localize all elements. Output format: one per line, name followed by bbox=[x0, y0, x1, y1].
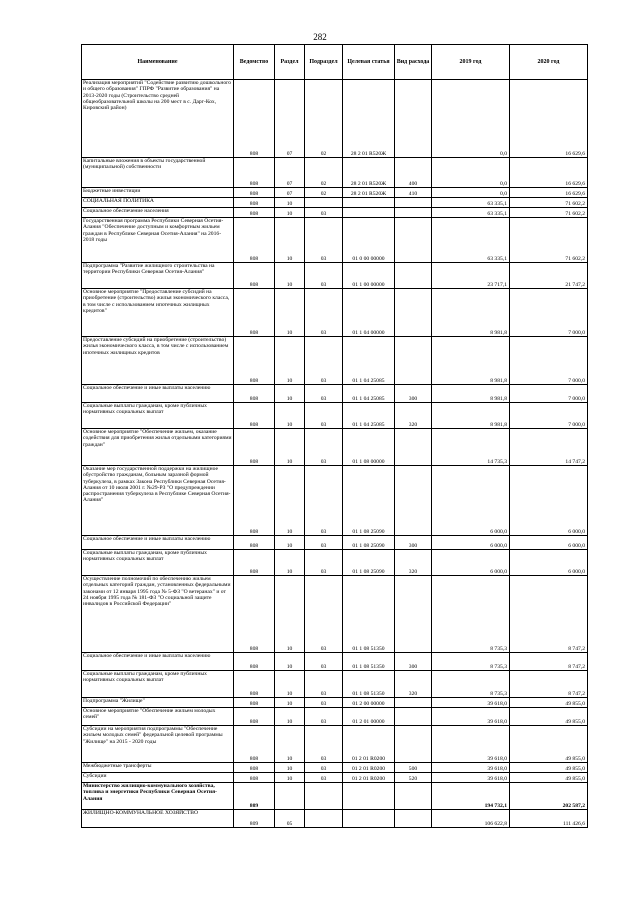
cell-name: Социальное обеспечение и иные выплаты населению bbox=[82, 536, 234, 550]
cell-2019: 194 732,1 bbox=[432, 783, 510, 810]
cell-target: 01 1 08 51350 bbox=[343, 671, 395, 698]
cell-section: 10 bbox=[275, 773, 305, 783]
cell-exptype bbox=[395, 576, 432, 653]
cell-dept: 808 bbox=[234, 763, 275, 773]
cell-name: Реализация мероприятий "Содействие развитию дошкольного и общего образования" ГПРФ "Развитие образования" на 2013-2020 годы (Строительство средней общеобразовательной школы на 200 мест в с. Дарг-Кох, Кировский район) bbox=[82, 80, 234, 158]
cell-dept: 808 bbox=[234, 188, 275, 198]
cell-subsection bbox=[305, 783, 343, 810]
cell-name: Социальное обеспечение и иные выплаты населению bbox=[82, 385, 234, 403]
cell-name: Государственная программа Республики Северная Осетия-Алания "Обеспечение доступным и комфортным жильем граждан в Республике Северная Осетия-Алания" на 2016-2018 годы bbox=[82, 218, 234, 263]
cell-section: 10 bbox=[275, 198, 305, 208]
cell-2020: 49 855,0 bbox=[510, 708, 588, 726]
cell-dept: 809 bbox=[234, 783, 275, 810]
cell-dept: 808 bbox=[234, 403, 275, 429]
cell-section: 10 bbox=[275, 576, 305, 653]
cell-section: 10 bbox=[275, 653, 305, 671]
cell-section: 10 bbox=[275, 708, 305, 726]
table-row bbox=[82, 726, 588, 763]
cell-section: 10 bbox=[275, 208, 305, 218]
cell-target bbox=[343, 198, 395, 208]
table-row bbox=[82, 403, 588, 429]
cell-2020: 111 426,6 bbox=[510, 810, 588, 828]
cell-dept: 808 bbox=[234, 773, 275, 783]
cell-dept: 808 bbox=[234, 218, 275, 263]
table-row bbox=[82, 698, 588, 708]
header-dept: Ведомство bbox=[234, 45, 275, 80]
cell-subsection: 03 bbox=[305, 550, 343, 576]
cell-2020: 8 747,2 bbox=[510, 671, 588, 698]
cell-2019: 8 981,8 bbox=[432, 403, 510, 429]
cell-subsection: 03 bbox=[305, 263, 343, 289]
cell-2020: 6 000,0 bbox=[510, 536, 588, 550]
cell-name: Подпрограмма "Жилище" bbox=[82, 698, 234, 708]
cell-target: 01 1 08 25090 bbox=[343, 536, 395, 550]
cell-section: 10 bbox=[275, 403, 305, 429]
cell-section: 07 bbox=[275, 188, 305, 198]
table-row bbox=[82, 289, 588, 337]
cell-2020: 7 000,0 bbox=[510, 403, 588, 429]
cell-2019: 8 981,8 bbox=[432, 385, 510, 403]
cell-exptype bbox=[395, 429, 432, 466]
cell-2019: 0,0 bbox=[432, 188, 510, 198]
cell-exptype bbox=[395, 208, 432, 218]
cell-dept: 808 bbox=[234, 385, 275, 403]
cell-target: 01 1 08 25090 bbox=[343, 550, 395, 576]
cell-target: 01 1 08 51350 bbox=[343, 576, 395, 653]
cell-target: 28 2 01 R520Ж bbox=[343, 158, 395, 188]
table-row bbox=[82, 708, 588, 726]
cell-exptype bbox=[395, 708, 432, 726]
cell-section: 05 bbox=[275, 810, 305, 828]
cell-subsection: 02 bbox=[305, 80, 343, 158]
cell-subsection: 03 bbox=[305, 726, 343, 763]
cell-exptype bbox=[395, 726, 432, 763]
cell-2019: 39 618,0 bbox=[432, 763, 510, 773]
cell-section: 10 bbox=[275, 218, 305, 263]
cell-2020: 16 629,6 bbox=[510, 158, 588, 188]
budget-table bbox=[81, 44, 588, 828]
cell-target: 01 1 08 51350 bbox=[343, 653, 395, 671]
cell-exptype bbox=[395, 263, 432, 289]
cell-2019: 39 618,0 bbox=[432, 773, 510, 783]
cell-2020: 16 629,6 bbox=[510, 80, 588, 158]
cell-target: 01 2 01 00000 bbox=[343, 708, 395, 726]
cell-target: 01 2 01 R0200 bbox=[343, 773, 395, 783]
cell-target: 01 1 04 00000 bbox=[343, 289, 395, 337]
cell-target: 01 1 00 00000 bbox=[343, 263, 395, 289]
cell-name: Осуществление полномочий по обеспечению жильем отдельных категорий граждан, установленных федеральными законами от 12 января 1995 года № 5-ФЗ "О ветеранах" и от 24 ноября 1995 года № 181-ФЗ "О социальной защите инвалидов в Российской Федерации" bbox=[82, 576, 234, 653]
cell-exptype: 520 bbox=[395, 773, 432, 783]
cell-subsection: 03 bbox=[305, 653, 343, 671]
cell-name: Предоставление субсидий на приобретение (строительство) жилья экономического класса, в том числе с использованием ипотечных жилищных кредитов bbox=[82, 337, 234, 385]
cell-exptype: 320 bbox=[395, 671, 432, 698]
cell-section: 10 bbox=[275, 763, 305, 773]
cell-dept: 808 bbox=[234, 208, 275, 218]
cell-exptype bbox=[395, 337, 432, 385]
cell-section: 07 bbox=[275, 80, 305, 158]
cell-subsection bbox=[305, 198, 343, 208]
cell-subsection: 03 bbox=[305, 208, 343, 218]
cell-2019: 0,0 bbox=[432, 158, 510, 188]
table-row bbox=[82, 263, 588, 289]
cell-2019: 106 622,8 bbox=[432, 810, 510, 828]
cell-name: Субсидии bbox=[82, 773, 234, 783]
cell-2020: 6 000,0 bbox=[510, 466, 588, 536]
cell-target bbox=[343, 208, 395, 218]
cell-subsection: 03 bbox=[305, 385, 343, 403]
cell-2020: 7 000,0 bbox=[510, 289, 588, 337]
cell-2019: 6 000,0 bbox=[432, 536, 510, 550]
cell-2019: 23 717,1 bbox=[432, 263, 510, 289]
cell-exptype: 400 bbox=[395, 158, 432, 188]
cell-name: Основное мероприятие "Обеспечение жильем молодых семей" bbox=[82, 708, 234, 726]
cell-2019: 63 335,1 bbox=[432, 218, 510, 263]
cell-target: 28 2 01 R520Ж bbox=[343, 80, 395, 158]
table-row bbox=[82, 783, 588, 810]
cell-subsection: 03 bbox=[305, 403, 343, 429]
cell-target: 01 1 08 00000 bbox=[343, 429, 395, 466]
cell-2020: 8 747,2 bbox=[510, 653, 588, 671]
cell-exptype bbox=[395, 289, 432, 337]
cell-name: Межбюджетные трансферты bbox=[82, 763, 234, 773]
cell-exptype bbox=[395, 80, 432, 158]
cell-2020: 71 602,2 bbox=[510, 208, 588, 218]
cell-subsection: 03 bbox=[305, 466, 343, 536]
cell-section: 10 bbox=[275, 385, 305, 403]
cell-exptype: 500 bbox=[395, 763, 432, 773]
table-row bbox=[82, 208, 588, 218]
cell-2020: 6 000,0 bbox=[510, 550, 588, 576]
cell-exptype bbox=[395, 218, 432, 263]
cell-2019: 6 000,0 bbox=[432, 550, 510, 576]
cell-2020: 49 855,0 bbox=[510, 698, 588, 708]
cell-2019: 14 735,3 bbox=[432, 429, 510, 466]
cell-2019: 8 981,8 bbox=[432, 289, 510, 337]
cell-name: Министерство жилищно-коммунального хозяйства, топлива и энергетики Республики Северная Осетия-Алания bbox=[82, 783, 234, 810]
cell-2019: 6 000,0 bbox=[432, 466, 510, 536]
cell-exptype: 410 bbox=[395, 188, 432, 198]
cell-2019: 8 735,3 bbox=[432, 671, 510, 698]
cell-target: 01 2 01 R0200 bbox=[343, 763, 395, 773]
cell-2020: 8 747,2 bbox=[510, 576, 588, 653]
page-number: 282 bbox=[313, 32, 327, 42]
cell-exptype bbox=[395, 783, 432, 810]
cell-name: Бюджетные инвестиции bbox=[82, 188, 234, 198]
cell-exptype: 320 bbox=[395, 403, 432, 429]
cell-target bbox=[343, 810, 395, 828]
cell-name: Оказание мер государственной поддержки на жилищное обустройство гражданам, больным заразной формой туберкулеза, в рамках Закона Республики Северная Осетия-Алания от 10 июля 2001 г. №29-РЗ "О предупреждении распространения туберкулеза в Республике Северная Осетия-Алания" bbox=[82, 466, 234, 536]
header-row bbox=[82, 45, 588, 80]
cell-target: 01 0 00 00000 bbox=[343, 218, 395, 263]
cell-2019: 63 335,1 bbox=[432, 208, 510, 218]
table-row bbox=[82, 158, 588, 188]
cell-section: 10 bbox=[275, 429, 305, 466]
cell-2020: 71 602,2 bbox=[510, 198, 588, 208]
table-row bbox=[82, 763, 588, 773]
cell-dept: 808 bbox=[234, 198, 275, 208]
cell-name: Подпрограмма "Развитие жилищного строительства на территории Республики Северная Осетия-Алания" bbox=[82, 263, 234, 289]
table-row bbox=[82, 810, 588, 828]
cell-2019: 39 618,0 bbox=[432, 698, 510, 708]
cell-target: 01 1 08 25090 bbox=[343, 466, 395, 536]
cell-2020: 49 855,0 bbox=[510, 726, 588, 763]
cell-name: Основное мероприятие "Предоставление субсидий на приобретение (строительство) жилья экономического класса, в том числе с использованием ипотечных жилищных кредитов" bbox=[82, 289, 234, 337]
cell-dept: 808 bbox=[234, 726, 275, 763]
cell-section: 10 bbox=[275, 466, 305, 536]
cell-name: Капитальные вложения в объекты государственной (муниципальной) собственности bbox=[82, 158, 234, 188]
cell-target: 01 2 01 R0200 bbox=[343, 726, 395, 763]
cell-subsection: 03 bbox=[305, 429, 343, 466]
header-target: Целевая статья bbox=[343, 45, 395, 80]
cell-subsection: 02 bbox=[305, 188, 343, 198]
cell-section: 10 bbox=[275, 726, 305, 763]
cell-2020: 202 587,2 bbox=[510, 783, 588, 810]
cell-subsection: 03 bbox=[305, 576, 343, 653]
cell-dept: 808 bbox=[234, 429, 275, 466]
header-2020: 2020 год bbox=[510, 45, 588, 80]
cell-subsection: 03 bbox=[305, 708, 343, 726]
cell-dept: 808 bbox=[234, 466, 275, 536]
cell-name: Субсидии на мероприятия подпрограммы "Обеспечение жильем молодых семей" федеральной целевой программы "Жилище" на 2015 - 2020 годы bbox=[82, 726, 234, 763]
cell-2020: 14 747,2 bbox=[510, 429, 588, 466]
cell-exptype bbox=[395, 198, 432, 208]
cell-subsection: 03 bbox=[305, 698, 343, 708]
cell-subsection: 03 bbox=[305, 536, 343, 550]
cell-dept: 808 bbox=[234, 536, 275, 550]
cell-section: 10 bbox=[275, 337, 305, 385]
cell-dept: 808 bbox=[234, 158, 275, 188]
table-row bbox=[82, 536, 588, 550]
cell-dept: 808 bbox=[234, 708, 275, 726]
cell-section: 10 bbox=[275, 289, 305, 337]
cell-2020: 7 000,0 bbox=[510, 385, 588, 403]
cell-target: 28 2 01 R520Ж bbox=[343, 188, 395, 198]
cell-name: СОЦИАЛЬНАЯ ПОЛИТИКА bbox=[82, 198, 234, 208]
cell-dept: 808 bbox=[234, 80, 275, 158]
cell-section: 07 bbox=[275, 158, 305, 188]
cell-name: Социальное обеспечение и иные выплаты населению bbox=[82, 653, 234, 671]
cell-target bbox=[343, 783, 395, 810]
cell-dept: 808 bbox=[234, 263, 275, 289]
cell-subsection: 03 bbox=[305, 218, 343, 263]
cell-name: Социальные выплаты гражданам, кроме публичных нормативных социальных выплат bbox=[82, 550, 234, 576]
cell-2019: 39 618,0 bbox=[432, 726, 510, 763]
cell-dept: 809 bbox=[234, 810, 275, 828]
cell-target: 01 1 04 25085 bbox=[343, 385, 395, 403]
table-row bbox=[82, 773, 588, 783]
cell-dept: 808 bbox=[234, 671, 275, 698]
cell-subsection: 03 bbox=[305, 337, 343, 385]
table-row bbox=[82, 550, 588, 576]
cell-2019: 0,0 bbox=[432, 80, 510, 158]
cell-exptype bbox=[395, 698, 432, 708]
cell-dept: 808 bbox=[234, 337, 275, 385]
table-row bbox=[82, 653, 588, 671]
cell-name: Социальное обеспечение населения bbox=[82, 208, 234, 218]
cell-subsection: 03 bbox=[305, 763, 343, 773]
header-section: Раздел bbox=[275, 45, 305, 80]
cell-exptype bbox=[395, 466, 432, 536]
table-row bbox=[82, 385, 588, 403]
cell-2020: 71 602,2 bbox=[510, 218, 588, 263]
cell-target: 01 1 04 25085 bbox=[343, 337, 395, 385]
cell-dept: 808 bbox=[234, 698, 275, 708]
cell-target: 01 2 00 00000 bbox=[343, 698, 395, 708]
cell-section: 10 bbox=[275, 671, 305, 698]
table-row bbox=[82, 466, 588, 536]
cell-section: 10 bbox=[275, 263, 305, 289]
cell-subsection: 03 bbox=[305, 671, 343, 698]
cell-name: Социальные выплаты гражданам, кроме публичных нормативных социальных выплат bbox=[82, 403, 234, 429]
cell-exptype bbox=[395, 810, 432, 828]
table-row bbox=[82, 671, 588, 698]
cell-2019: 8 735,3 bbox=[432, 653, 510, 671]
cell-section: 10 bbox=[275, 550, 305, 576]
table-row bbox=[82, 188, 588, 198]
cell-subsection: 03 bbox=[305, 289, 343, 337]
cell-exptype: 300 bbox=[395, 653, 432, 671]
cell-exptype: 320 bbox=[395, 550, 432, 576]
cell-subsection: 03 bbox=[305, 773, 343, 783]
cell-2019: 8 735,3 bbox=[432, 576, 510, 653]
cell-2020: 7 000,0 bbox=[510, 337, 588, 385]
cell-name: Социальные выплаты гражданам, кроме публичных нормативных социальных выплат bbox=[82, 671, 234, 698]
header-name: Наименование bbox=[82, 45, 234, 80]
table-row bbox=[82, 80, 588, 158]
table-row bbox=[82, 429, 588, 466]
header-2019: 2019 год bbox=[432, 45, 510, 80]
cell-dept: 808 bbox=[234, 653, 275, 671]
cell-2020: 49 855,0 bbox=[510, 763, 588, 773]
header-exptype: Вид расхода bbox=[395, 45, 432, 80]
cell-2020: 21 747,2 bbox=[510, 263, 588, 289]
cell-exptype: 300 bbox=[395, 536, 432, 550]
cell-2019: 39 618,0 bbox=[432, 708, 510, 726]
cell-2019: 63 335,1 bbox=[432, 198, 510, 208]
cell-2020: 16 629,6 bbox=[510, 188, 588, 198]
cell-name: Основное мероприятие "Обеспечение жильем, оказание содействия для приобретения жилья отдельными категориями граждан" bbox=[82, 429, 234, 466]
table-row bbox=[82, 218, 588, 263]
cell-dept: 808 bbox=[234, 289, 275, 337]
cell-subsection: 02 bbox=[305, 158, 343, 188]
table-row bbox=[82, 198, 588, 208]
cell-name: ЖИЛИЩНО-КОММУНАЛЬНОЕ ХОЗЯЙСТВО bbox=[82, 810, 234, 828]
cell-dept: 808 bbox=[234, 576, 275, 653]
table-row bbox=[82, 337, 588, 385]
cell-section: 10 bbox=[275, 698, 305, 708]
table-body bbox=[82, 80, 588, 828]
cell-subsection bbox=[305, 810, 343, 828]
cell-section bbox=[275, 783, 305, 810]
cell-section: 10 bbox=[275, 536, 305, 550]
cell-target: 01 1 04 25085 bbox=[343, 403, 395, 429]
cell-2020: 49 855,0 bbox=[510, 773, 588, 783]
cell-dept: 808 bbox=[234, 550, 275, 576]
table-row bbox=[82, 576, 588, 653]
cell-exptype: 300 bbox=[395, 385, 432, 403]
cell-2019: 8 981,8 bbox=[432, 337, 510, 385]
header-subsection: Подраздел bbox=[305, 45, 343, 80]
